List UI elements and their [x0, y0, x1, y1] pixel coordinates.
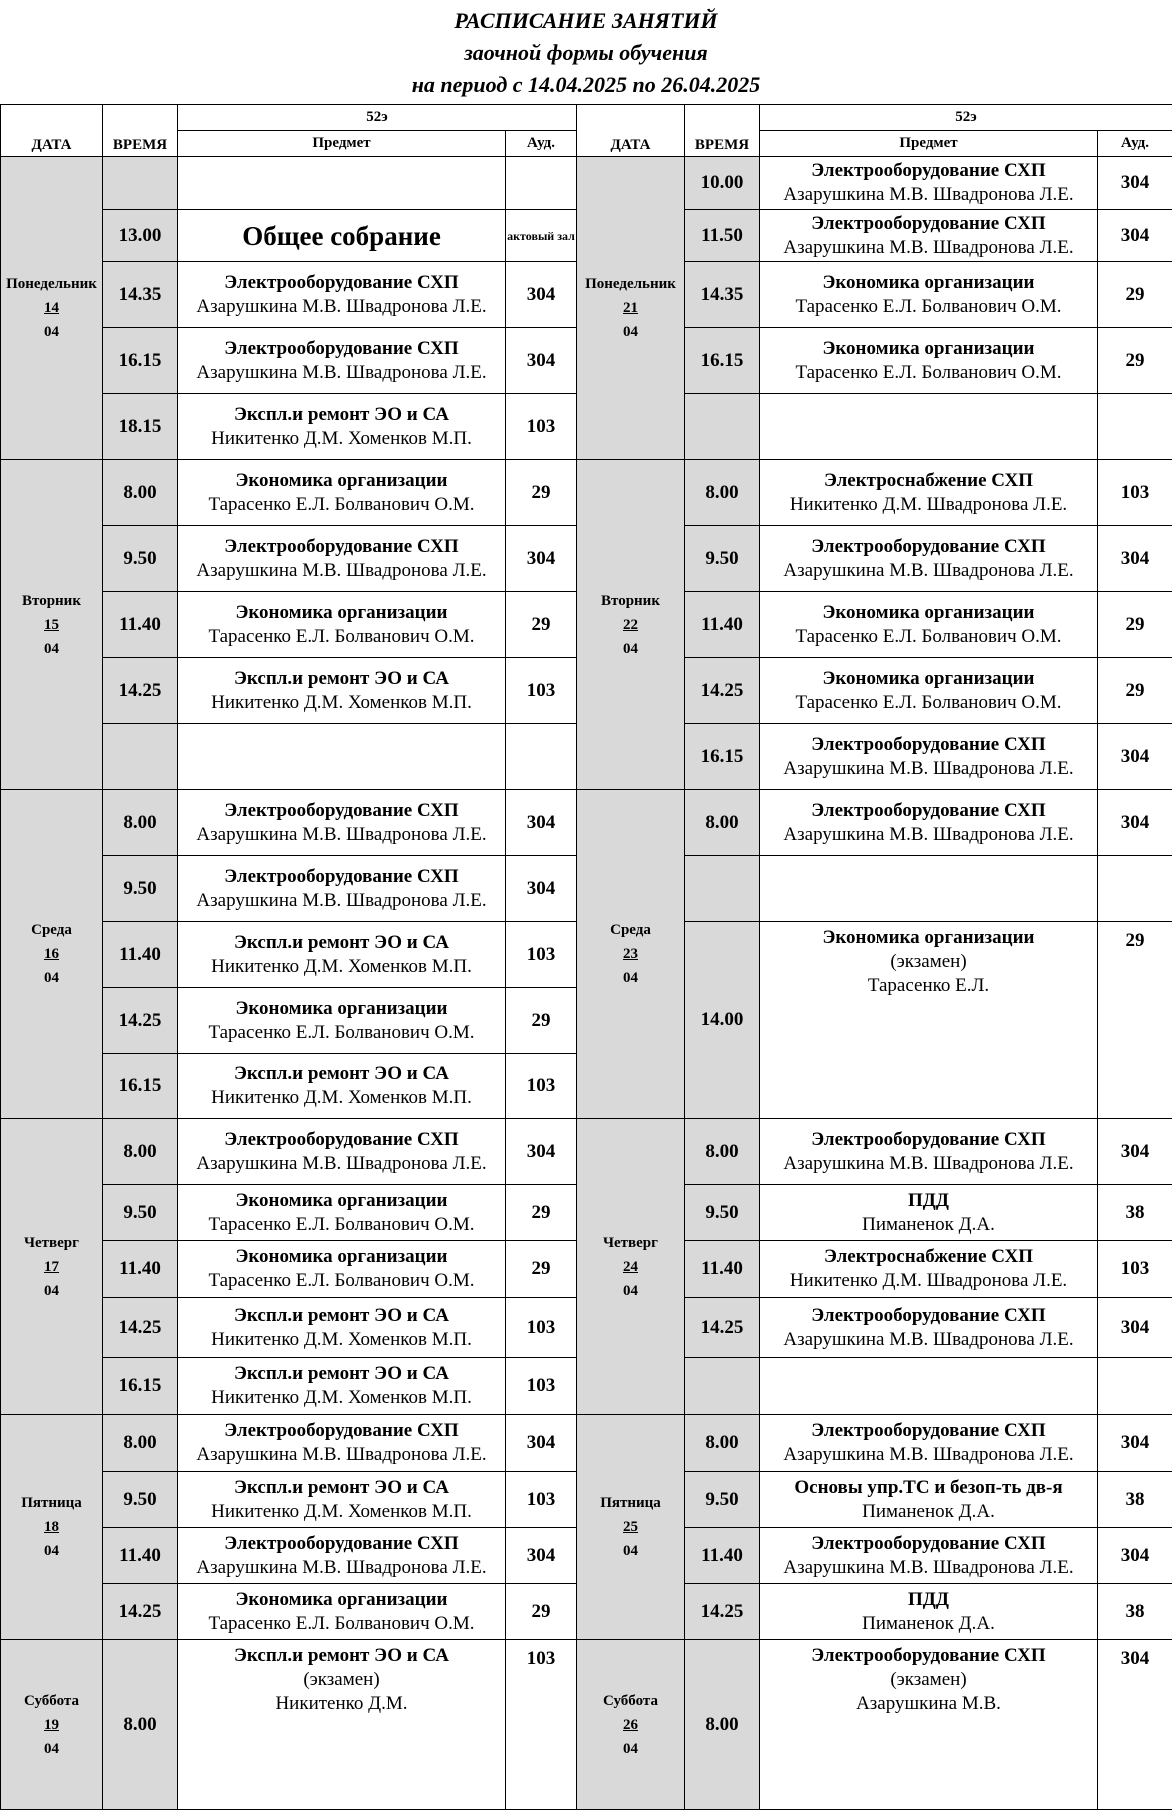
teacher-names: Азарушкина М.В. Швадронова Л.Е.: [783, 184, 1074, 205]
subject-cell: [759, 156, 1098, 210]
room-cell: 29: [505, 459, 577, 526]
subject-cell: [759, 327, 1098, 394]
time-cell: 14.25: [684, 1583, 760, 1640]
teacher-names: Никитенко Д.М. Хоменков М.П.: [211, 955, 472, 977]
room-cell: 103: [505, 1053, 577, 1119]
subject-name: Электроснабжение СХП: [824, 1246, 1033, 1267]
time-cell: [102, 723, 178, 790]
subject-cell: [759, 1639, 1098, 1810]
subject-name: Электроснабжение СХП: [824, 469, 1033, 491]
subject-cell: [177, 657, 506, 724]
teacher-names: Никитенко Д.М. Швадронова Л.Е.: [789, 493, 1068, 515]
day-cell: [0, 459, 103, 790]
day-month: 04: [44, 1740, 59, 1757]
subject-cell: [759, 1527, 1098, 1584]
subject-cell: [759, 723, 1098, 790]
day-month: 04: [44, 970, 59, 986]
day-month: 04: [623, 970, 638, 986]
time-cell: [684, 393, 760, 460]
subject-name: Экспл.и ремонт ЭО и СА: [234, 1063, 449, 1084]
subject-cell: [177, 261, 506, 328]
subject-cell: [177, 1414, 506, 1472]
day-number: 15: [44, 616, 59, 633]
day-month: 04: [623, 1282, 638, 1299]
teacher-names: Азарушкина М.В. Швадронова Л.Е.: [783, 1444, 1074, 1465]
subject-cell: [177, 525, 506, 592]
subject-name: Экспл.и ремонт ЭО и СА: [234, 1645, 449, 1666]
subject-cell: [177, 393, 506, 460]
period: на период с 14.04.2025 по 26.04.2025: [411, 72, 761, 97]
teacher-names: Азарушкина М.В. Швадронова Л.Е.: [196, 1444, 487, 1465]
day-number: 21: [623, 300, 638, 316]
time-cell: 14.25: [684, 657, 760, 724]
subject-name: Экономика организации: [235, 601, 448, 623]
day-month: 04: [44, 640, 59, 657]
teacher-names: Азарушкина М.В. Швадронова Л.Е.: [783, 236, 1074, 258]
subject-name: Экспл.и ремонт ЭО и СА: [234, 931, 449, 953]
room-cell: 304: [1097, 1527, 1172, 1584]
time-cell: [684, 855, 760, 922]
subject-name: Экспл.и ремонт ЭО и СА: [234, 1476, 449, 1498]
room-cell: 29: [1097, 261, 1172, 328]
room-cell: 29: [505, 1583, 577, 1640]
subtitle: заочной формы обучения: [464, 40, 708, 65]
teacher-names: Никитенко Д.М.: [275, 1693, 408, 1714]
subject-cell: [177, 327, 506, 394]
room-cell: 103: [1097, 459, 1172, 526]
room-cell: 304: [505, 1118, 577, 1185]
time-cell: 16.15: [102, 327, 178, 394]
subject-cell: [177, 591, 506, 658]
subject-cell: [177, 921, 506, 988]
room-cell: 304: [505, 525, 577, 592]
room-cell: 103: [505, 393, 577, 460]
subject-name: ПДД: [908, 1588, 949, 1610]
day-number: 17: [44, 1258, 59, 1275]
subject-name: Электрооборудование СХП: [224, 337, 459, 359]
room-cell: [505, 156, 577, 210]
subject-cell: [177, 987, 506, 1054]
day-cell: [576, 459, 685, 790]
room-cell: 38: [1097, 1184, 1172, 1241]
teacher-names: Азарушкина М.В. Швадронова Л.Е.: [783, 1152, 1074, 1174]
subject-name: Экспл.и ремонт ЭО и СА: [234, 1363, 449, 1384]
time-cell: 11.40: [102, 591, 178, 658]
day-number: 18: [44, 1519, 59, 1535]
room-cell: [1097, 855, 1172, 922]
room-cell: 38: [1097, 1471, 1172, 1528]
subject-cell: [759, 1583, 1098, 1640]
room-cell: 304: [1097, 1297, 1172, 1358]
day-name: Суббота: [603, 1692, 658, 1709]
time-cell: 8.00: [102, 789, 178, 856]
teacher-names: Никитенко Д.М. Швадронова Л.Е.: [789, 1270, 1068, 1291]
room-cell: 29: [1097, 327, 1172, 394]
subject-name: ПДД: [908, 1189, 949, 1211]
subject-name: Экономика организации: [822, 667, 1035, 689]
room-cell: 103: [505, 1639, 577, 1810]
room-cell: 103: [505, 1471, 577, 1528]
subject-name: Электрооборудование СХП: [811, 799, 1046, 821]
subject-name: Электрооборудование СХП: [811, 1420, 1046, 1441]
subject-name: Экономика организации: [822, 927, 1035, 948]
room-cell: 304: [505, 1414, 577, 1472]
time-cell: 14.25: [102, 657, 178, 724]
room-cell: 304: [1097, 789, 1172, 856]
teacher-names: Тарасенко Е.Л. Болванович О.М.: [208, 1021, 475, 1043]
subject-name: Электрооборудование СХП: [811, 160, 1046, 181]
subject-name: Экономика организации: [235, 1189, 448, 1211]
room-cell: 304: [1097, 525, 1172, 592]
room-cell: 29: [505, 1240, 577, 1298]
teacher-names: Азарушкина М.В. Швадронова Л.Е.: [196, 559, 487, 581]
room-cell: [505, 723, 577, 790]
subject-name: Общее собрание: [242, 220, 441, 251]
subject-name: Экономика организации: [235, 997, 448, 1019]
room-cell: 29: [505, 987, 577, 1054]
subject-name: Электрооборудование СХП: [811, 733, 1046, 755]
subject-name: Электрооборудование СХП: [811, 1532, 1046, 1554]
room-cell: 103: [1097, 1240, 1172, 1298]
room-cell: актовый зал: [505, 209, 577, 262]
room-cell: 29: [1097, 921, 1172, 1119]
day-cell: [0, 156, 103, 460]
teacher-names: Тарасенко Е.Л. Болванович О.М.: [795, 691, 1062, 713]
day-number: 14: [44, 300, 59, 316]
time-cell: 8.00: [684, 789, 760, 856]
subject-name: Экономика организации: [235, 1246, 448, 1267]
room-cell: 103: [505, 921, 577, 988]
teacher-names: Азарушкина М.В. Швадронова Л.Е.: [196, 295, 487, 317]
room-cell: 38: [1097, 1583, 1172, 1640]
day-month: 04: [44, 324, 59, 340]
time-cell: 11.40: [102, 921, 178, 988]
subject-name: Электрооборудование СХП: [224, 1532, 459, 1554]
time-cell: 16.15: [102, 1357, 178, 1415]
day-name: Четверг: [24, 1234, 79, 1251]
time-cell: 18.15: [102, 393, 178, 460]
time-cell: 8.00: [102, 1118, 178, 1185]
title: РАСПИСАНИЕ ЗАНЯТИЙ: [454, 8, 718, 33]
day-name: Вторник: [601, 592, 660, 609]
teacher-names: Азарушкина М.В. Швадронова Л.Е.: [783, 1328, 1074, 1350]
subject-name: Экономика организации: [235, 469, 448, 491]
room-cell: 29: [1097, 657, 1172, 724]
teacher-names: Азарушкина М.В.: [856, 1693, 1001, 1714]
teacher-names: Азарушкина М.В. Швадронова Л.Е.: [783, 757, 1074, 779]
room-cell: 304: [505, 327, 577, 394]
room-header: Ауд.: [505, 130, 577, 157]
subject-cell: [759, 591, 1098, 658]
subject-cell: [177, 1118, 506, 1185]
time-cell: 16.15: [684, 327, 760, 394]
time-cell: 11.40: [684, 591, 760, 658]
teacher-names: Никитенко Д.М. Хоменков М.П.: [211, 1328, 472, 1350]
day-name: Понедельник: [6, 276, 97, 292]
teacher-names: Никитенко Д.М. Хоменков М.П.: [211, 1500, 472, 1522]
day-cell: [0, 1414, 103, 1640]
teacher-names: Тарасенко Е.Л. Болванович О.М.: [208, 1270, 475, 1291]
teacher-names: Тарасенко Е.Л. Болванович О.М.: [208, 1612, 475, 1634]
day-month: 04: [44, 1282, 59, 1299]
group-header: 52э: [177, 104, 577, 131]
teacher-names: Никитенко Д.М. Хоменков М.П.: [211, 427, 472, 449]
teacher-names: Никитенко Д.М. Хоменков М.П.: [211, 1087, 472, 1108]
subject-cell: [177, 1527, 506, 1584]
subject-name: Электрооборудование СХП: [224, 1128, 459, 1150]
day-number: 19: [44, 1716, 59, 1733]
subject-cell: [759, 261, 1098, 328]
subject-cell: [759, 1184, 1098, 1241]
room-cell: 304: [1097, 1639, 1172, 1810]
subject-name: Экономика организации: [822, 601, 1035, 623]
time-cell: 8.00: [102, 1414, 178, 1472]
subject-name: Электрооборудование СХП: [811, 1304, 1046, 1326]
room-cell: 29: [505, 1184, 577, 1241]
time-cell: 14.25: [102, 1297, 178, 1358]
time-header: ВРЕМЯ: [102, 104, 178, 157]
teacher-names: Тарасенко Е.Л. Болванович О.М.: [795, 625, 1062, 647]
teacher-names: Азарушкина М.В. Швадронова Л.Е.: [196, 1556, 487, 1578]
subject-cell: [759, 1118, 1098, 1185]
date-header: ДАТА: [576, 104, 685, 157]
time-cell: 9.50: [102, 855, 178, 922]
time-cell: 14.25: [684, 1297, 760, 1358]
subject-name: Экономика организации: [235, 1588, 448, 1610]
room-cell: [1097, 393, 1172, 460]
room-cell: 103: [505, 1357, 577, 1415]
day-name: Понедельник: [585, 276, 676, 292]
day-number: 26: [623, 1716, 638, 1733]
subject-name: Экспл.и ремонт ЭО и СА: [234, 1304, 449, 1326]
time-cell: 14.35: [684, 261, 760, 328]
teacher-names: Тарасенко Е.Л. Болванович О.М.: [208, 1213, 475, 1235]
room-cell: 29: [505, 591, 577, 658]
subject-cell: [177, 1639, 506, 1810]
subject-cell: [759, 1240, 1098, 1298]
day-number: 24: [623, 1258, 638, 1275]
teacher-names: Тарасенко Е.Л.: [867, 975, 990, 996]
subject-header: Предмет: [759, 130, 1098, 157]
subject-cell: [177, 1184, 506, 1241]
subject-name: Электрооборудование СХП: [811, 212, 1046, 234]
room-header: Ауд.: [1097, 130, 1172, 157]
subject-cell: [759, 657, 1098, 724]
subject-name: Электрооборудование СХП: [811, 535, 1046, 557]
teacher-names: Азарушкина М.В. Швадронова Л.Е.: [196, 1152, 487, 1174]
time-cell: 11.50: [684, 209, 760, 262]
teacher-names: Никитенко Д.М. Хоменков М.П.: [211, 691, 472, 713]
room-cell: 103: [505, 657, 577, 724]
subject-cell: [759, 855, 1098, 922]
subject-name: Электрооборудование СХП: [224, 535, 459, 557]
time-cell: 8.00: [102, 459, 178, 526]
day-number: 23: [623, 946, 638, 962]
subject-cell: [759, 1471, 1098, 1528]
teacher-names: Пиманенок Д.А.: [862, 1213, 995, 1235]
time-cell: 11.40: [102, 1240, 178, 1298]
subject-cell: [177, 156, 506, 210]
subject-cell: [759, 789, 1098, 856]
time-cell: 8.00: [684, 1414, 760, 1472]
day-cell: [576, 1118, 685, 1415]
time-cell: 16.15: [102, 1053, 178, 1119]
room-cell: 304: [1097, 156, 1172, 210]
subject-cell: [759, 525, 1098, 592]
day-number: 22: [623, 616, 638, 633]
subject-cell: [759, 1357, 1098, 1415]
day-month: 04: [623, 640, 638, 657]
subject-cell: [759, 459, 1098, 526]
room-cell: 304: [1097, 723, 1172, 790]
time-cell: 9.50: [684, 1471, 760, 1528]
subject-cell: [177, 723, 506, 790]
time-cell: 11.40: [102, 1527, 178, 1584]
time-cell: 9.50: [102, 1471, 178, 1528]
subject-cell: [177, 855, 506, 922]
time-cell: 8.00: [684, 1118, 760, 1185]
time-cell: 14.25: [102, 1583, 178, 1640]
time-cell: 8.00: [102, 1639, 178, 1810]
time-cell: 14.00: [684, 921, 760, 1119]
subject-cell: [177, 209, 506, 262]
subject-cell: [759, 1297, 1098, 1358]
room-cell: [1097, 1357, 1172, 1415]
time-header: ВРЕМЯ: [684, 104, 760, 157]
room-cell: 304: [505, 855, 577, 922]
day-name: Пятница: [21, 1495, 82, 1511]
day-name: Среда: [610, 922, 651, 938]
room-cell: 304: [1097, 1118, 1172, 1185]
time-cell: 11.40: [684, 1527, 760, 1584]
day-name: Пятница: [600, 1495, 661, 1511]
exam-note: (экзамен): [890, 1669, 967, 1690]
subject-cell: [177, 459, 506, 526]
subject-name: Электрооборудование СХП: [811, 1645, 1046, 1666]
group-header: 52э: [759, 104, 1172, 131]
time-cell: 14.25: [102, 987, 178, 1054]
time-cell: 13.00: [102, 209, 178, 262]
teacher-names: Пиманенок Д.А.: [862, 1500, 995, 1522]
time-cell: 8.00: [684, 1639, 760, 1810]
day-month: 04: [623, 324, 638, 340]
room-cell: 304: [505, 261, 577, 328]
subject-cell: [177, 1583, 506, 1640]
teacher-names: Никитенко Д.М. Хоменков М.П.: [211, 1387, 472, 1408]
day-name: Среда: [31, 922, 72, 938]
day-cell: [0, 1639, 103, 1810]
day-cell: [576, 789, 685, 1119]
subject-name: Электрооборудование СХП: [224, 1420, 459, 1441]
date-header: ДАТА: [0, 104, 103, 157]
subject-cell: [177, 789, 506, 856]
exam-note: (экзамен): [303, 1669, 380, 1690]
day-cell: [576, 1414, 685, 1640]
day-cell: [576, 156, 685, 460]
room-cell: 304: [505, 789, 577, 856]
exam-note: (экзамен): [890, 951, 967, 972]
time-cell: 10.00: [684, 156, 760, 210]
subject-name: Экспл.и ремонт ЭО и СА: [234, 667, 449, 689]
time-cell: [684, 1357, 760, 1415]
day-name: Вторник: [22, 592, 81, 609]
time-cell: 9.50: [102, 1184, 178, 1241]
teacher-names: Тарасенко Е.Л. Болванович О.М.: [208, 625, 475, 647]
subject-cell: [759, 393, 1098, 460]
day-number: 16: [44, 946, 59, 962]
subject-cell: [759, 921, 1098, 1119]
subject-cell: [177, 1053, 506, 1119]
time-cell: 9.50: [684, 525, 760, 592]
day-name: Четверг: [603, 1234, 658, 1251]
time-cell: 9.50: [102, 525, 178, 592]
subject-cell: [759, 1414, 1098, 1472]
day-cell: [576, 1639, 685, 1810]
subject-header: Предмет: [177, 130, 506, 157]
day-month: 04: [623, 1543, 638, 1559]
subject-name: Электрооборудование СХП: [224, 799, 459, 821]
subject-cell: [177, 1240, 506, 1298]
teacher-names: Пиманенок Д.А.: [862, 1612, 995, 1634]
teacher-names: Тарасенко Е.Л. Болванович О.М.: [795, 295, 1062, 317]
teacher-names: Азарушкина М.В. Швадронова Л.Е.: [783, 559, 1074, 581]
day-cell: [0, 1118, 103, 1415]
room-cell: 29: [1097, 591, 1172, 658]
room-cell: 103: [505, 1297, 577, 1358]
subject-cell: [177, 1357, 506, 1415]
time-cell: [102, 156, 178, 210]
room-cell: 304: [1097, 1414, 1172, 1472]
room-cell: 304: [1097, 209, 1172, 262]
teacher-names: Азарушкина М.В. Швадронова Л.Е.: [196, 361, 487, 383]
day-number: 25: [623, 1519, 638, 1535]
teacher-names: Азарушкина М.В. Швадронова Л.Е.: [783, 823, 1074, 845]
time-cell: 9.50: [684, 1184, 760, 1241]
subject-cell: [759, 209, 1098, 262]
time-cell: 8.00: [684, 459, 760, 526]
subject-name: Экономика организации: [822, 271, 1035, 293]
subject-name: Электрооборудование СХП: [811, 1128, 1046, 1150]
subject-name: Электрооборудование СХП: [224, 865, 459, 887]
teacher-names: Азарушкина М.В. Швадронова Л.Е.: [196, 823, 487, 845]
day-cell: [0, 789, 103, 1119]
teacher-names: Тарасенко Е.Л. Болванович О.М.: [208, 493, 475, 515]
subject-name: Электрооборудование СХП: [224, 271, 459, 293]
time-cell: 14.35: [102, 261, 178, 328]
day-month: 04: [44, 1543, 59, 1559]
subject-cell: [177, 1471, 506, 1528]
subject-name: Экономика организации: [822, 337, 1035, 359]
time-cell: 16.15: [684, 723, 760, 790]
day-month: 04: [623, 1740, 638, 1757]
time-cell: 11.40: [684, 1240, 760, 1298]
teacher-names: Тарасенко Е.Л. Болванович О.М.: [795, 361, 1062, 383]
day-name: Суббота: [24, 1692, 79, 1709]
teacher-names: Азарушкина М.В. Швадронова Л.Е.: [783, 1556, 1074, 1578]
teacher-names: Азарушкина М.В. Швадронова Л.Е.: [196, 889, 487, 911]
subject-cell: [177, 1297, 506, 1358]
room-cell: 304: [505, 1527, 577, 1584]
subject-name: Экспл.и ремонт ЭО и СА: [234, 403, 449, 425]
subject-name: Основы упр.ТС и безоп-ть дв-я: [794, 1476, 1063, 1498]
